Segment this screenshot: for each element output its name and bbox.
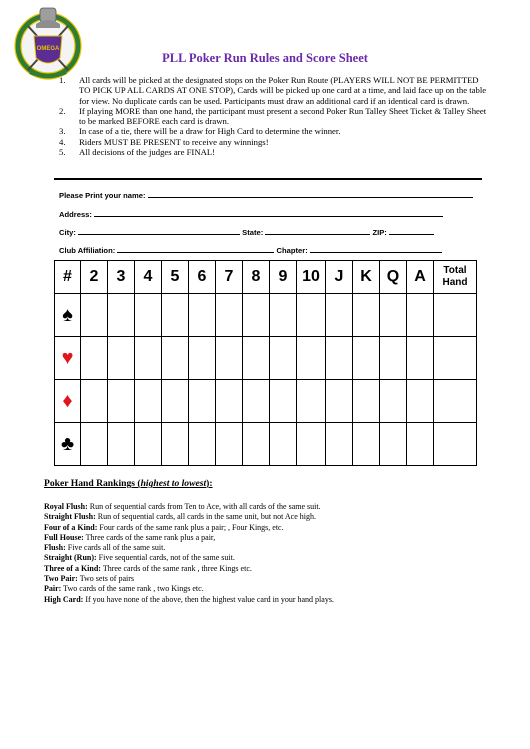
card-mark-cell[interactable] [135, 294, 162, 337]
card-mark-cell[interactable] [108, 423, 135, 466]
card-mark-cell[interactable] [216, 294, 243, 337]
chapter-label: Chapter: [276, 246, 308, 255]
suit-row [55, 423, 477, 466]
ranking-description: Two cards of the same rank , two Kings etc. [61, 584, 204, 594]
card-mark-cell[interactable] [162, 294, 189, 337]
card-mark-cell[interactable] [326, 423, 353, 466]
name-row [59, 189, 473, 200]
rank-header: 4 [135, 261, 162, 294]
ranking-name: Royal Flush: [44, 502, 88, 511]
address-row [59, 208, 443, 219]
card-mark-cell[interactable] [353, 294, 380, 337]
ranking-name: Four of a Kind: [44, 522, 98, 532]
suit-cell [55, 294, 81, 337]
rule-item: 4. Riders MUST BE PRESENT to receive any winnings! [59, 136, 269, 147]
ranking-name: Full House: [44, 532, 84, 542]
zip-label: ZIP: [372, 228, 387, 237]
card-mark-cell[interactable] [162, 423, 189, 466]
total-hand-cell[interactable] [434, 337, 477, 380]
city-row [59, 226, 434, 237]
ranking-description: Run of sequential cards, all cards in the same unit, but not Ace high. [95, 512, 316, 522]
total-hand-cell[interactable] [434, 380, 477, 423]
card-mark-cell[interactable] [135, 380, 162, 423]
city-field[interactable] [78, 226, 240, 235]
zip-field[interactable] [389, 226, 434, 235]
ranking-item [44, 584, 334, 594]
card-mark-cell[interactable] [189, 294, 216, 337]
rank-header: J [326, 261, 353, 294]
card-mark-cell[interactable] [380, 423, 407, 466]
ranking-name: Flush: [44, 543, 66, 553]
card-mark-cell[interactable] [407, 337, 434, 380]
rankings-heading: Poker Hand Rankings (highest to lowest): [44, 478, 213, 489]
card-mark-cell[interactable] [216, 337, 243, 380]
ranking-item [44, 523, 334, 533]
card-mark-cell[interactable] [243, 423, 270, 466]
card-mark-cell[interactable] [108, 380, 135, 423]
rank-header: Q [380, 261, 407, 294]
card-mark-cell[interactable] [189, 380, 216, 423]
page-title: PLL Poker Run Rules and Score Sheet [162, 51, 368, 65]
ranking-item [44, 553, 334, 563]
card-mark-cell[interactable] [216, 423, 243, 466]
total-hand-cell[interactable] [434, 423, 477, 466]
section-divider [54, 178, 482, 180]
city-label: City: [59, 228, 76, 237]
suit-row [55, 337, 477, 380]
card-mark-cell[interactable] [297, 337, 326, 380]
card-mark-cell[interactable] [81, 380, 108, 423]
card-mark-cell[interactable] [270, 380, 297, 423]
state-field[interactable] [265, 226, 370, 235]
diamond-icon: ♦ [62, 389, 73, 412]
heart-icon: ♥ [61, 346, 74, 369]
rank-header: 2 [81, 261, 108, 294]
ranking-description: Five cards all of the same suit. [65, 543, 166, 553]
ranking-item [44, 574, 334, 584]
rules-list [59, 75, 489, 157]
card-mark-cell[interactable] [135, 423, 162, 466]
ranking-item [44, 512, 334, 522]
card-mark-cell[interactable] [243, 294, 270, 337]
card-mark-cell[interactable] [297, 423, 326, 466]
ranking-description: Five sequential cards, not of the same suit. [96, 553, 235, 563]
address-label: Address: [59, 210, 92, 219]
rank-header: K [353, 261, 380, 294]
ranking-item [44, 533, 334, 543]
rank-header: 10 [297, 261, 326, 294]
card-mark-cell[interactable] [297, 380, 326, 423]
ranking-name: High Card: [44, 594, 84, 604]
club-label: Club Affiliation: [59, 246, 116, 255]
suit-header: # [55, 261, 81, 294]
card-mark-cell[interactable] [162, 337, 189, 380]
card-mark-cell[interactable] [380, 337, 407, 380]
club-icon: ♣ [60, 432, 75, 455]
card-mark-cell[interactable] [380, 380, 407, 423]
ranking-name: Pair: [44, 584, 62, 594]
ranking-description: Four cards of the same rank plus a pair; , Four Kings, etc. [97, 522, 284, 532]
suit-cell [55, 423, 81, 466]
ranking-description: Three cards of the same rank plus a pair, [83, 532, 216, 542]
name-field[interactable] [148, 189, 473, 198]
rule-item: 1. All cards will be picked at the designated stops on the Poker Run Route (PLAYERS WILL NOT BE PERMITTED TO PICK UP ALL CARDS AT ONE STOP), Cards will be picked up one card at a time, and laid face up on the table for view. No duplicate cards can be used. Participants must draw an additional card if an identical card is drawn. [59, 75, 487, 106]
suit-row [55, 380, 477, 423]
spade-icon: ♠ [62, 303, 73, 326]
card-mark-cell[interactable] [108, 294, 135, 337]
card-mark-cell[interactable] [326, 380, 353, 423]
card-mark-cell[interactable] [407, 423, 434, 466]
card-mark-cell[interactable] [407, 380, 434, 423]
score-header-row [55, 261, 477, 294]
ranking-description: If you have none of the above, then the highest value card in your hand plays. [83, 594, 334, 604]
card-mark-cell[interactable] [270, 423, 297, 466]
rule-item: 3. In case of a tie, there will be a draw for High Card to determine the winner. [59, 126, 341, 137]
card-mark-cell[interactable] [380, 294, 407, 337]
rule-item: 5. All decisions of the judges are FINAL! [59, 147, 216, 158]
card-mark-cell[interactable] [216, 380, 243, 423]
card-mark-cell[interactable] [81, 423, 108, 466]
logo-text: OMEGA [36, 46, 60, 52]
card-mark-cell[interactable] [353, 337, 380, 380]
card-mark-cell[interactable] [297, 294, 326, 337]
club-field[interactable] [117, 244, 274, 253]
state-label: State: [242, 228, 264, 237]
card-mark-cell[interactable] [162, 380, 189, 423]
card-mark-cell[interactable] [270, 337, 297, 380]
club-row [59, 244, 442, 255]
total-hand-cell[interactable] [434, 294, 477, 337]
rankings-list [44, 502, 334, 605]
card-mark-cell[interactable] [270, 294, 297, 337]
card-mark-cell[interactable] [189, 337, 216, 380]
card-mark-cell[interactable] [135, 337, 162, 380]
rank-header: 3 [108, 261, 135, 294]
rank-header: 5 [162, 261, 189, 294]
rule-item: 2. If playing MORE than one hand, the participant must present a second Poker Run Talley Sheet Ticket & Talley Sheet to be marked BEFORE each card is drawn. [59, 105, 487, 127]
card-mark-cell[interactable] [407, 294, 434, 337]
card-mark-cell[interactable] [243, 337, 270, 380]
rank-header: 6 [189, 261, 216, 294]
card-mark-cell[interactable] [108, 337, 135, 380]
card-mark-cell[interactable] [243, 380, 270, 423]
rank-header: A [407, 261, 434, 294]
suit-cell [55, 380, 81, 423]
score-table [54, 260, 477, 466]
ranking-item [44, 595, 334, 605]
rank-header: 7 [216, 261, 243, 294]
ranking-description: Three cards of the same rank , three Kings etc. [100, 563, 252, 573]
name-label: Please Print your name: [59, 191, 146, 200]
ranking-name: Straight Flush: [44, 512, 96, 522]
ranking-description: Two sets of pairs [77, 574, 135, 584]
card-mark-cell[interactable] [326, 337, 353, 380]
ranking-item [44, 543, 334, 553]
ranking-name: Two Pair: [44, 574, 78, 584]
ranking-description: Run of sequential cards from Ten to Ace, with all cards of the same suit. [87, 502, 321, 511]
rank-header: 9 [270, 261, 297, 294]
card-mark-cell[interactable] [326, 294, 353, 337]
total-hand-header: Total Hand [434, 261, 477, 294]
ranking-item [44, 502, 334, 512]
ranking-name: Three of a Kind: [44, 563, 101, 573]
ranking-name: Straight (Run): [44, 553, 97, 563]
chapter-field[interactable] [310, 244, 442, 253]
card-mark-cell[interactable] [81, 294, 108, 337]
suit-row [55, 294, 477, 337]
suit-cell [55, 337, 81, 380]
card-mark-cell[interactable] [189, 423, 216, 466]
address-field[interactable] [94, 208, 443, 217]
ranking-item [44, 564, 334, 574]
organization-logo [10, 6, 86, 82]
card-mark-cell[interactable] [81, 337, 108, 380]
rank-header: 8 [243, 261, 270, 294]
card-mark-cell[interactable] [353, 380, 380, 423]
card-mark-cell[interactable] [353, 423, 380, 466]
